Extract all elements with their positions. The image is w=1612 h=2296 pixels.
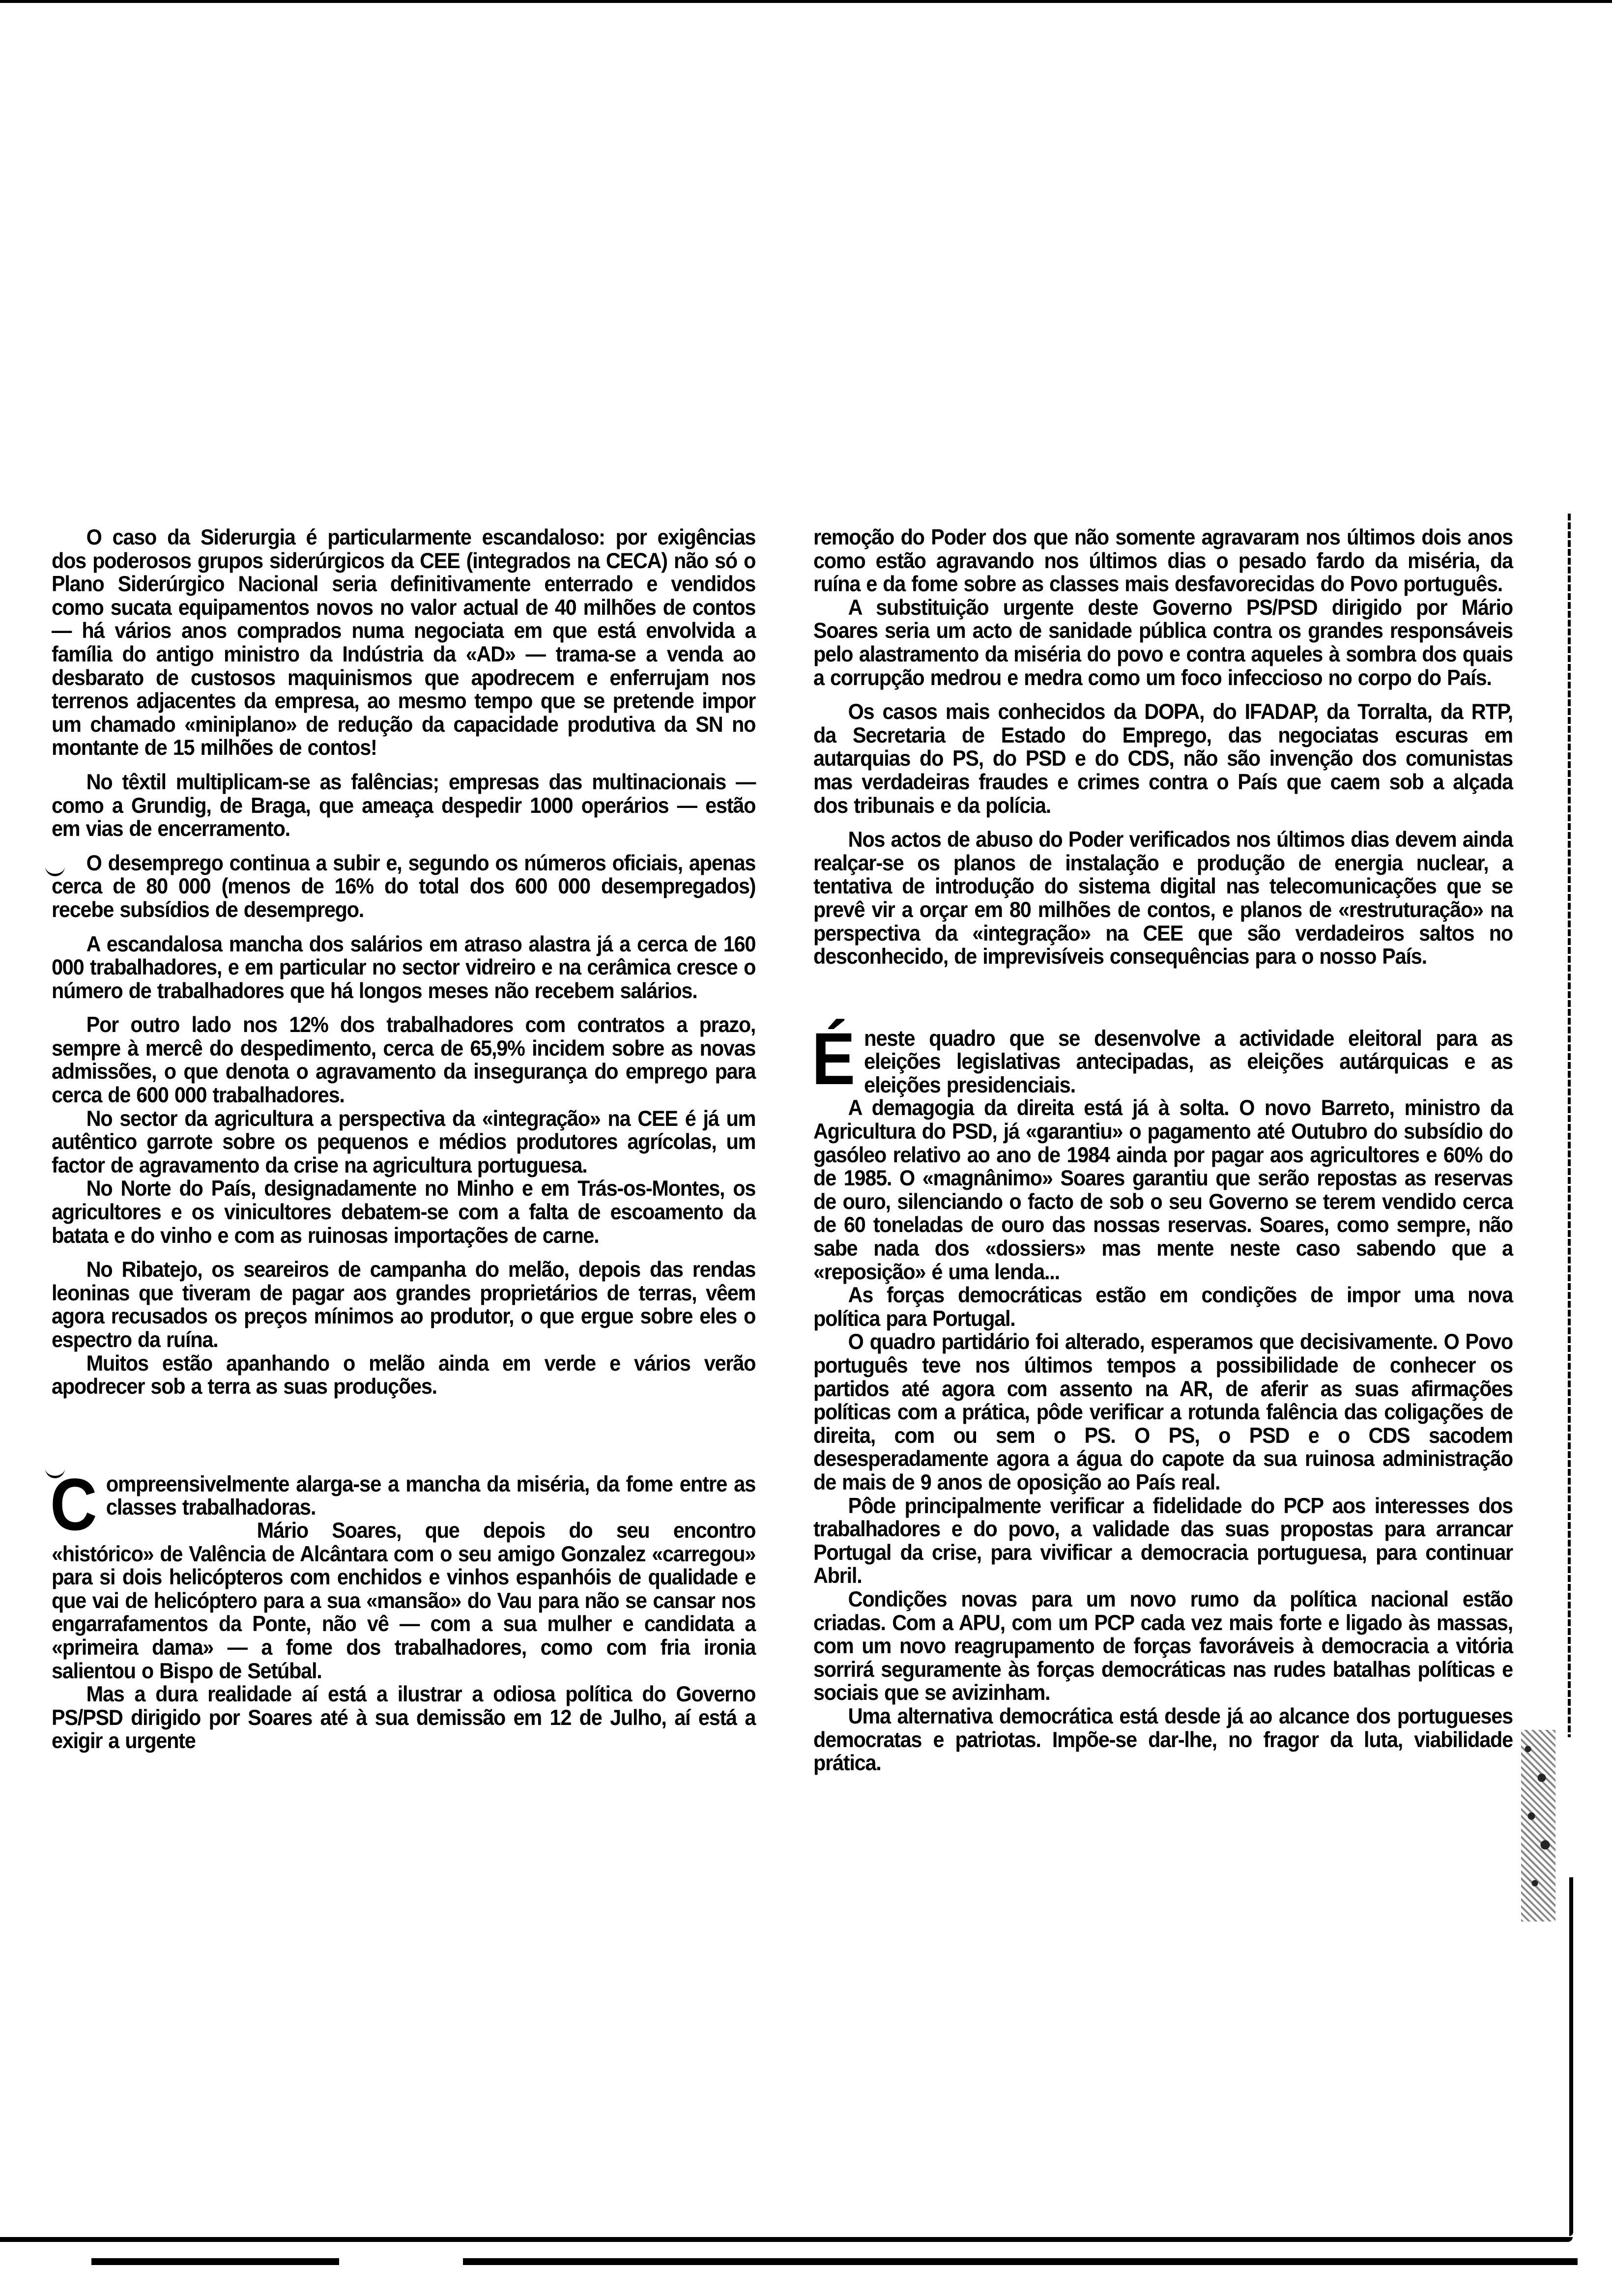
paragraph-agricultura: No sector da agricultura a perspectiva da «integração» na CEE é já um autêntico garrote sobre os pequenos e médios produtores agrícolas, um factor de agravamento da crise na agricultura portuguesa. [52, 1106, 756, 1177]
section-spacer [52, 1399, 755, 1472]
frame-right-border [1568, 514, 1571, 1737]
frame-right-border-lower [1569, 1877, 1573, 2236]
right-column [813, 526, 1513, 1775]
lead-text: ompreensivelmente alarga-se a mancha da miséria, da fome entre as classes trabalhadoras. [106, 1471, 756, 1520]
paragraph-siderurgia: O caso da Siderurgia é particularmente escandaloso: por exigências dos poderosos grupos siderúrgicos da CEE (integrados na CECA) não só o Plano Siderúrgico Nacional seria definitivamente enterrado e vendidos como sucata equipamentos novos no valor actual de 40 milhões de contos — há vários anos comprados numa negociata em que está envolvida a família do antigo ministro da Indústria da «AD» — trama-se a venda ao desbarato de custosos maquinismos que apodrecem e enferrujam nos terrenos adjacentes da empresa, ao mesmo tempo que se pretende impor um chamado «miniplano» de redução da capacidade produtiva da SN no montante de 15 milhões de contos! [52, 525, 756, 760]
drop-cap-letter: É [811, 1017, 855, 1100]
paragraph-quadro-partidario: O quadro partidário foi alterado, esperamos que decisivamente. O Povo português teve nos últimos tempos a possibilidade de conhecer os partidos até agora com assento na AR, de aferir as suas afirmações políticas com a prática, pôde verificar a rotunda falência das coligações de direita, com ou sem o PS. O PS, o PSD e o CDS sacodem desesperadamente agora a água do capote da sua ruinosa administração de mais de 9 anos de oposição ao País real. [813, 1330, 1513, 1494]
left-column [52, 526, 755, 1753]
paragraph-melao: Muitos estão apanhando o melão ainda em verde e vários verão apodrecer sob a terra as suas produções. [52, 1351, 756, 1399]
lead-text: neste quadro que se desenvolve a actividade eleitoral para as eleições legislativas antecipadas, as eleições autárquicas e as eleições presidenciais. [864, 1025, 1513, 1097]
drop-cap-letter: C [50, 1463, 97, 1546]
paragraph-contratos-prazo: Por outro lado nos 12% dos trabalhadores com contratos a prazo, sempre à mercê do despedimento, cerca de 65,9% incidem sobre as novas admissões, o que denota o agravamento da insegurança do emprego para cerca de 600 000 trabalhadores. [52, 1013, 756, 1108]
paragraph-desemprego: O desemprego continua a subir e, segundo os números oficiais, apenas cerca de 80 000 (menos de 16% do total dos 600 000 desempregados) recebe subsídios de desemprego. [52, 851, 756, 922]
paragraph-mario-soares: Mário Soares, que depois do seu encontro «histórico» de Valência de Alcântara com o seu amigo Gonzalez «carregou» para si dois helicópteros com enchidos e vinhos espanhóis de qualidade e que vai de helicóptero para a sua «mansão» do Vau para não se cansar nos engarrafamentos da Ponte, não vê — com a sua mulher e candidata a «primeira dama» — a fome dos trabalhadores, como com fria ironia salientou o Bispo de Setúbal. [52, 1518, 756, 1683]
paragraph-salarios-atraso: A escandalosa mancha dos salários em atraso alastra já a cerca de 160 000 trabalhadores, e em particular no sector vidreiro e na cerâmica cresce o número de trabalhadores que há longos meses não recebem salários. [52, 932, 756, 1003]
section-lead-neste-quadro [811, 1017, 1513, 1100]
paragraph-alternativa-democratica: Uma alternativa democrática está desde já ao alcance dos portugueses democratas e patriotas. Impõe-se dar-lhe, no fragor da luta, viabilidade prática. [813, 1704, 1513, 1776]
paragraph-ribatejo: No Ribatejo, os seareiros de campanha do melão, depois das rendas leoninas que tiveram de pagar aos grandes proprietários de terras, vêem agora recusados os preços mínimos ao produtor, o que ergue sobre eles o espectro da ruína. [52, 1258, 756, 1352]
frame-bottom-border-secondary [29, 2258, 1578, 2265]
paragraph-textil: No têxtil multiplicam-se as falências; empresas das multinacionais — como a Grundig, de Braga, que ameaça despedir 1000 operários — estão em vias de encerramento. [52, 770, 756, 841]
paragraph-fidelidade-pcp: Pôde principalmente verificar a fidelidade do PCP aos interesses dos trabalhadores e do povo, a validade das suas propostas para arrancar Portugal da crise, para vivificar a democracia portuguesa, para continuar Abril. [813, 1493, 1513, 1588]
paragraph-norte-pais: No Norte do País, designadamente no Minho e em Trás-os-Montes, os agricultores e os vinicultores debatem-se com a falta de escoamento da batata e do vinho e com as ruinosas importações de carne. [52, 1177, 756, 1248]
section-lead-compreensivelmente [50, 1463, 756, 1546]
scan-damage-artifact [1521, 1730, 1555, 1922]
paragraph-demagogia-direita: A demagogia da direita está já à solta. O novo Barreto, ministro da Agricultura do PSD, já «garantiu» o pagamento até Outubro do subsídio do gasóleo relativo ao ano de 1984 ainda por pagar aos agricultores e 60% do de 1985. O «magnânimo» Soares garantiu que serão repostas as reservas de ouro, silenciando o facto de sob o seu Governo se terem vendido cerca de 60 toneladas de ouro das nossas reservas. Soares, como sempre, não sabe nada dos «dossiers» mas mente neste caso sabendo que a «reposição» é uma lenda... [813, 1096, 1513, 1284]
frame-bottom-border [0, 2237, 1573, 2242]
paragraph-remocao-poder: remoção do Poder dos que não somente agravaram nos últimos dois anos como estão agravando nos últimos dias o pesado fardo da miséria, da ruína e da fome sobre as classes mais desfavorecidas do Povo português. [813, 525, 1513, 597]
paragraph-forcas-democraticas: As forças democráticas estão em condições de impor uma nova política para Portugal. [813, 1283, 1513, 1331]
section-spacer [813, 969, 1513, 1027]
paragraph-substituicao-governo: A substituição urgente deste Governo PS/PSD dirigido por Mário Soares seria um acto de sanidade pública contra os grandes responsáveis pelo alastramento da miséria do povo e contra aqueles à sombra dos quais a corrupção medrou e medra como um foco infeccioso no corpo do País. [813, 595, 1513, 690]
paragraph-condicoes-novas: Condições novas para um novo rumo da política nacional estão criadas. Com a APU, com um PCP cada vez mais forte e ligado às massas, com um novo reagrupamento de forças favoráveis à democracia a vitória sorrirá seguramente às forças democráticas nas rudes batalhas políticas e sociais que se avizinham. [813, 1587, 1513, 1705]
paragraph-casos-conhecidos: Os casos mais conhecidos da DOPA, do IFADAP, da Torralta, da RTP, da Secretaria de Estado do Emprego, das negociatas escuras em autarquias do PS, do PSD e do CDS, não são invenção dos comunistas mas verdadeiras fraudes e crimes contra o País que caem sob a alçada dos tribunais e da polícia. [813, 700, 1513, 818]
paragraph-dura-realidade: Mas a dura realidade aí está a ilustrar a odiosa política do Governo PS/PSD dirigido por Soares até à sua demissão em 12 de Julho, aí está a exigir a urgente [52, 1682, 756, 1753]
top-border-rule [0, 0, 1612, 3]
paragraph-abuso-poder: Nos actos de abuso do Poder verificados nos últimos dias devem ainda realçar-se os planos de instalação e produção de energia nuclear, a tentativa de introdução do sistema digital nas telecomunicações que se prevê vir a orçar em 80 milhões de contos, e planos de «restruturação» na perspectiva da «integração» na CEE que são verdadeiros saltos no desconhecido, de imprevisíveis consequências para o nosso País. [813, 828, 1513, 969]
